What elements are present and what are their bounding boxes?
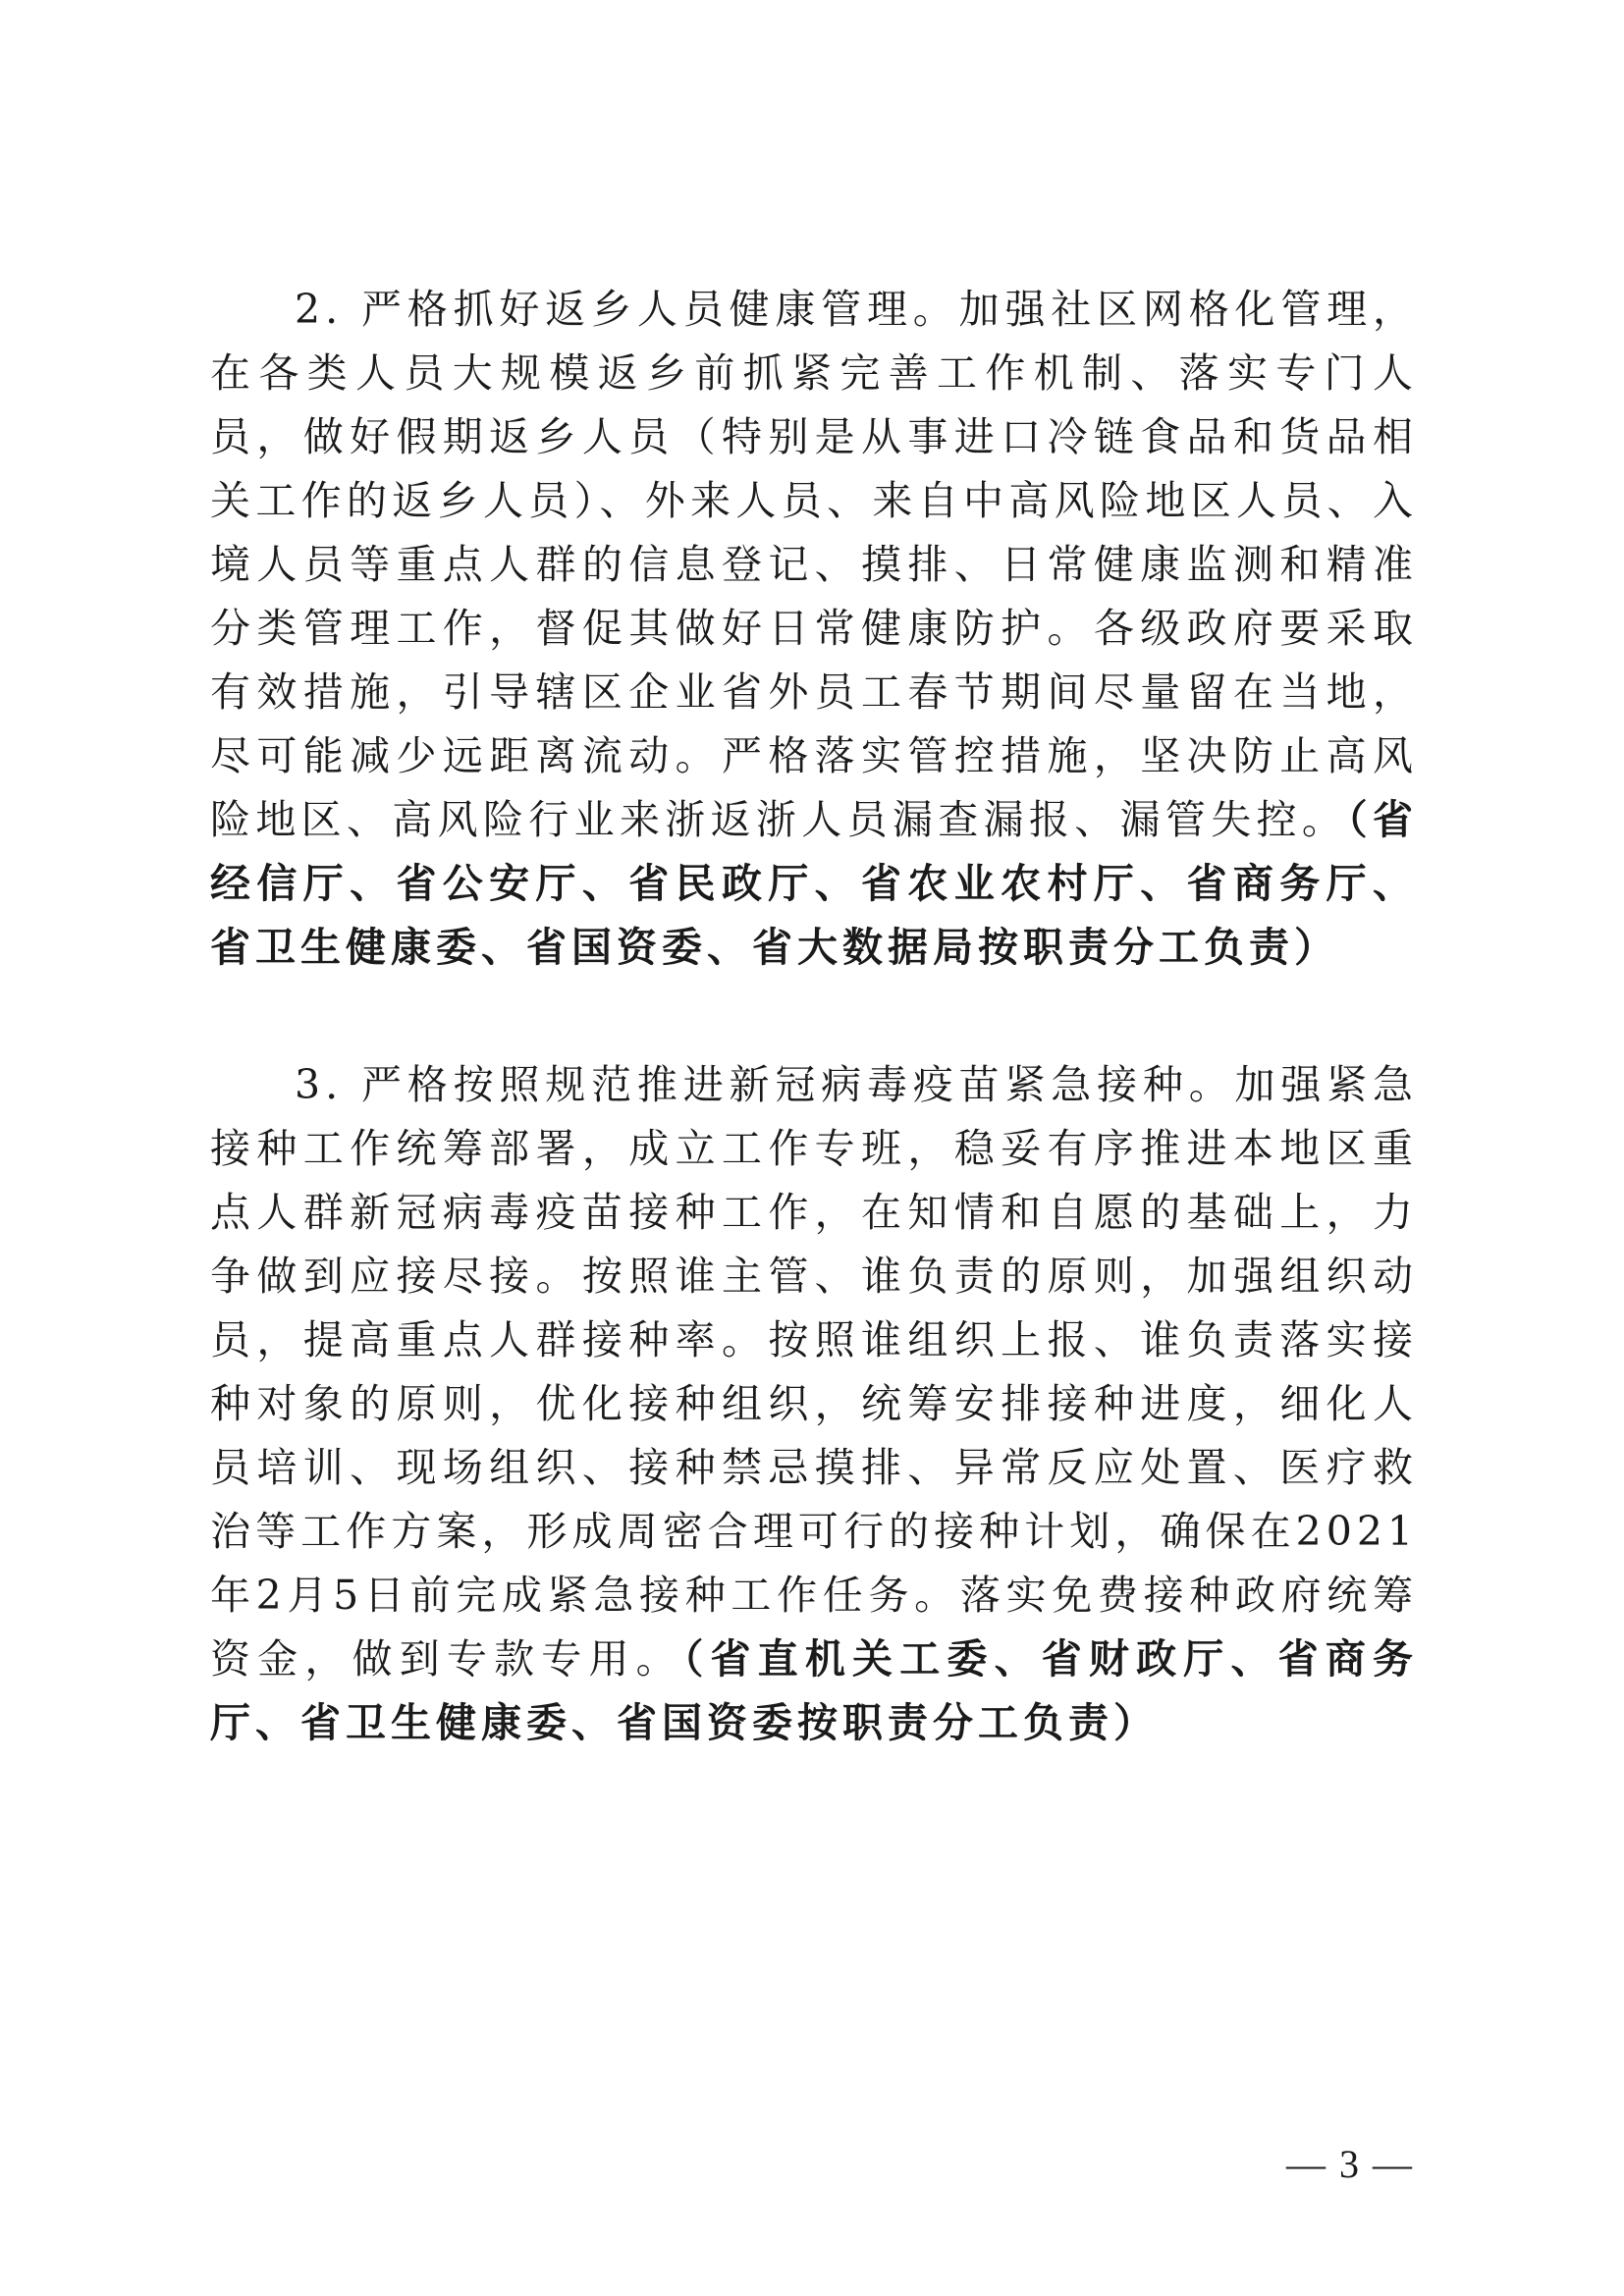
paragraph-health-management-responsible: （省经信厅、省公安厅、省民政厅、省农业农村厅、省商务厅、省卫生健康委、省国资委、省大数据局按职责分工负责） [210, 796, 1418, 971]
paragraph-vaccination-responsible: （省直机关工委、省财政厅、省商务厅、省卫生健康委、省国资委按职责分工负责） [210, 1635, 1419, 1746]
paragraph-health-management [210, 278, 1418, 980]
paragraph-health-management-text: 2. 严格抓好返乡人员健康管理。加强社区网格化管理，在各类人员大规模返乡前抓紧完善工作机制、落实专门人员，做好假期返乡人员（特别是从事进口冷链食品和货品相关工作的返乡人员）、外来人员、来自中高风险地区人员、入境人员等重点人群的信息登记、摸排、日常健康监测和精准分类管理工作，督促其做好日常健康防护。各级政府要采取有效措施，引导辖区企业省外员工春节期间尽量留在当地，尽可能减少远距离流动。严格落实管控措施，坚决防止高风险地区、高风险行业来浙返浙人员漏查漏报、漏管失控。 [210, 286, 1418, 843]
page-number: — 3 — [1286, 2142, 1414, 2186]
paragraph-vaccination-text: 3. 严格按照规范推进新冠病毒疫苗紧急接种。加强紧急接种工作统筹部署，成立工作专班，稳妥有序推进本地区重点人群新冠病毒疫苗接种工作，在知情和自愿的基础上，力争做到应接尽接。按照谁主管、谁负责的原则，加强组织动员，提高重点人群接种率。按照谁组织上报、谁负责落实接种对象的原则，优化接种组织，统筹安排接种进度，细化人员培训、现场组织、接种禁忌摸排、异常反应处置、医疗救治等工作方案，形成周密合理可行的接种计划，确保在2021年2月5日前完成紧急接种工作任务。落实免费接种政府统筹资金，做到专款专用。 [210, 1061, 1418, 1682]
document-body [210, 278, 1418, 1755]
paragraph-vaccination [210, 1053, 1418, 1755]
